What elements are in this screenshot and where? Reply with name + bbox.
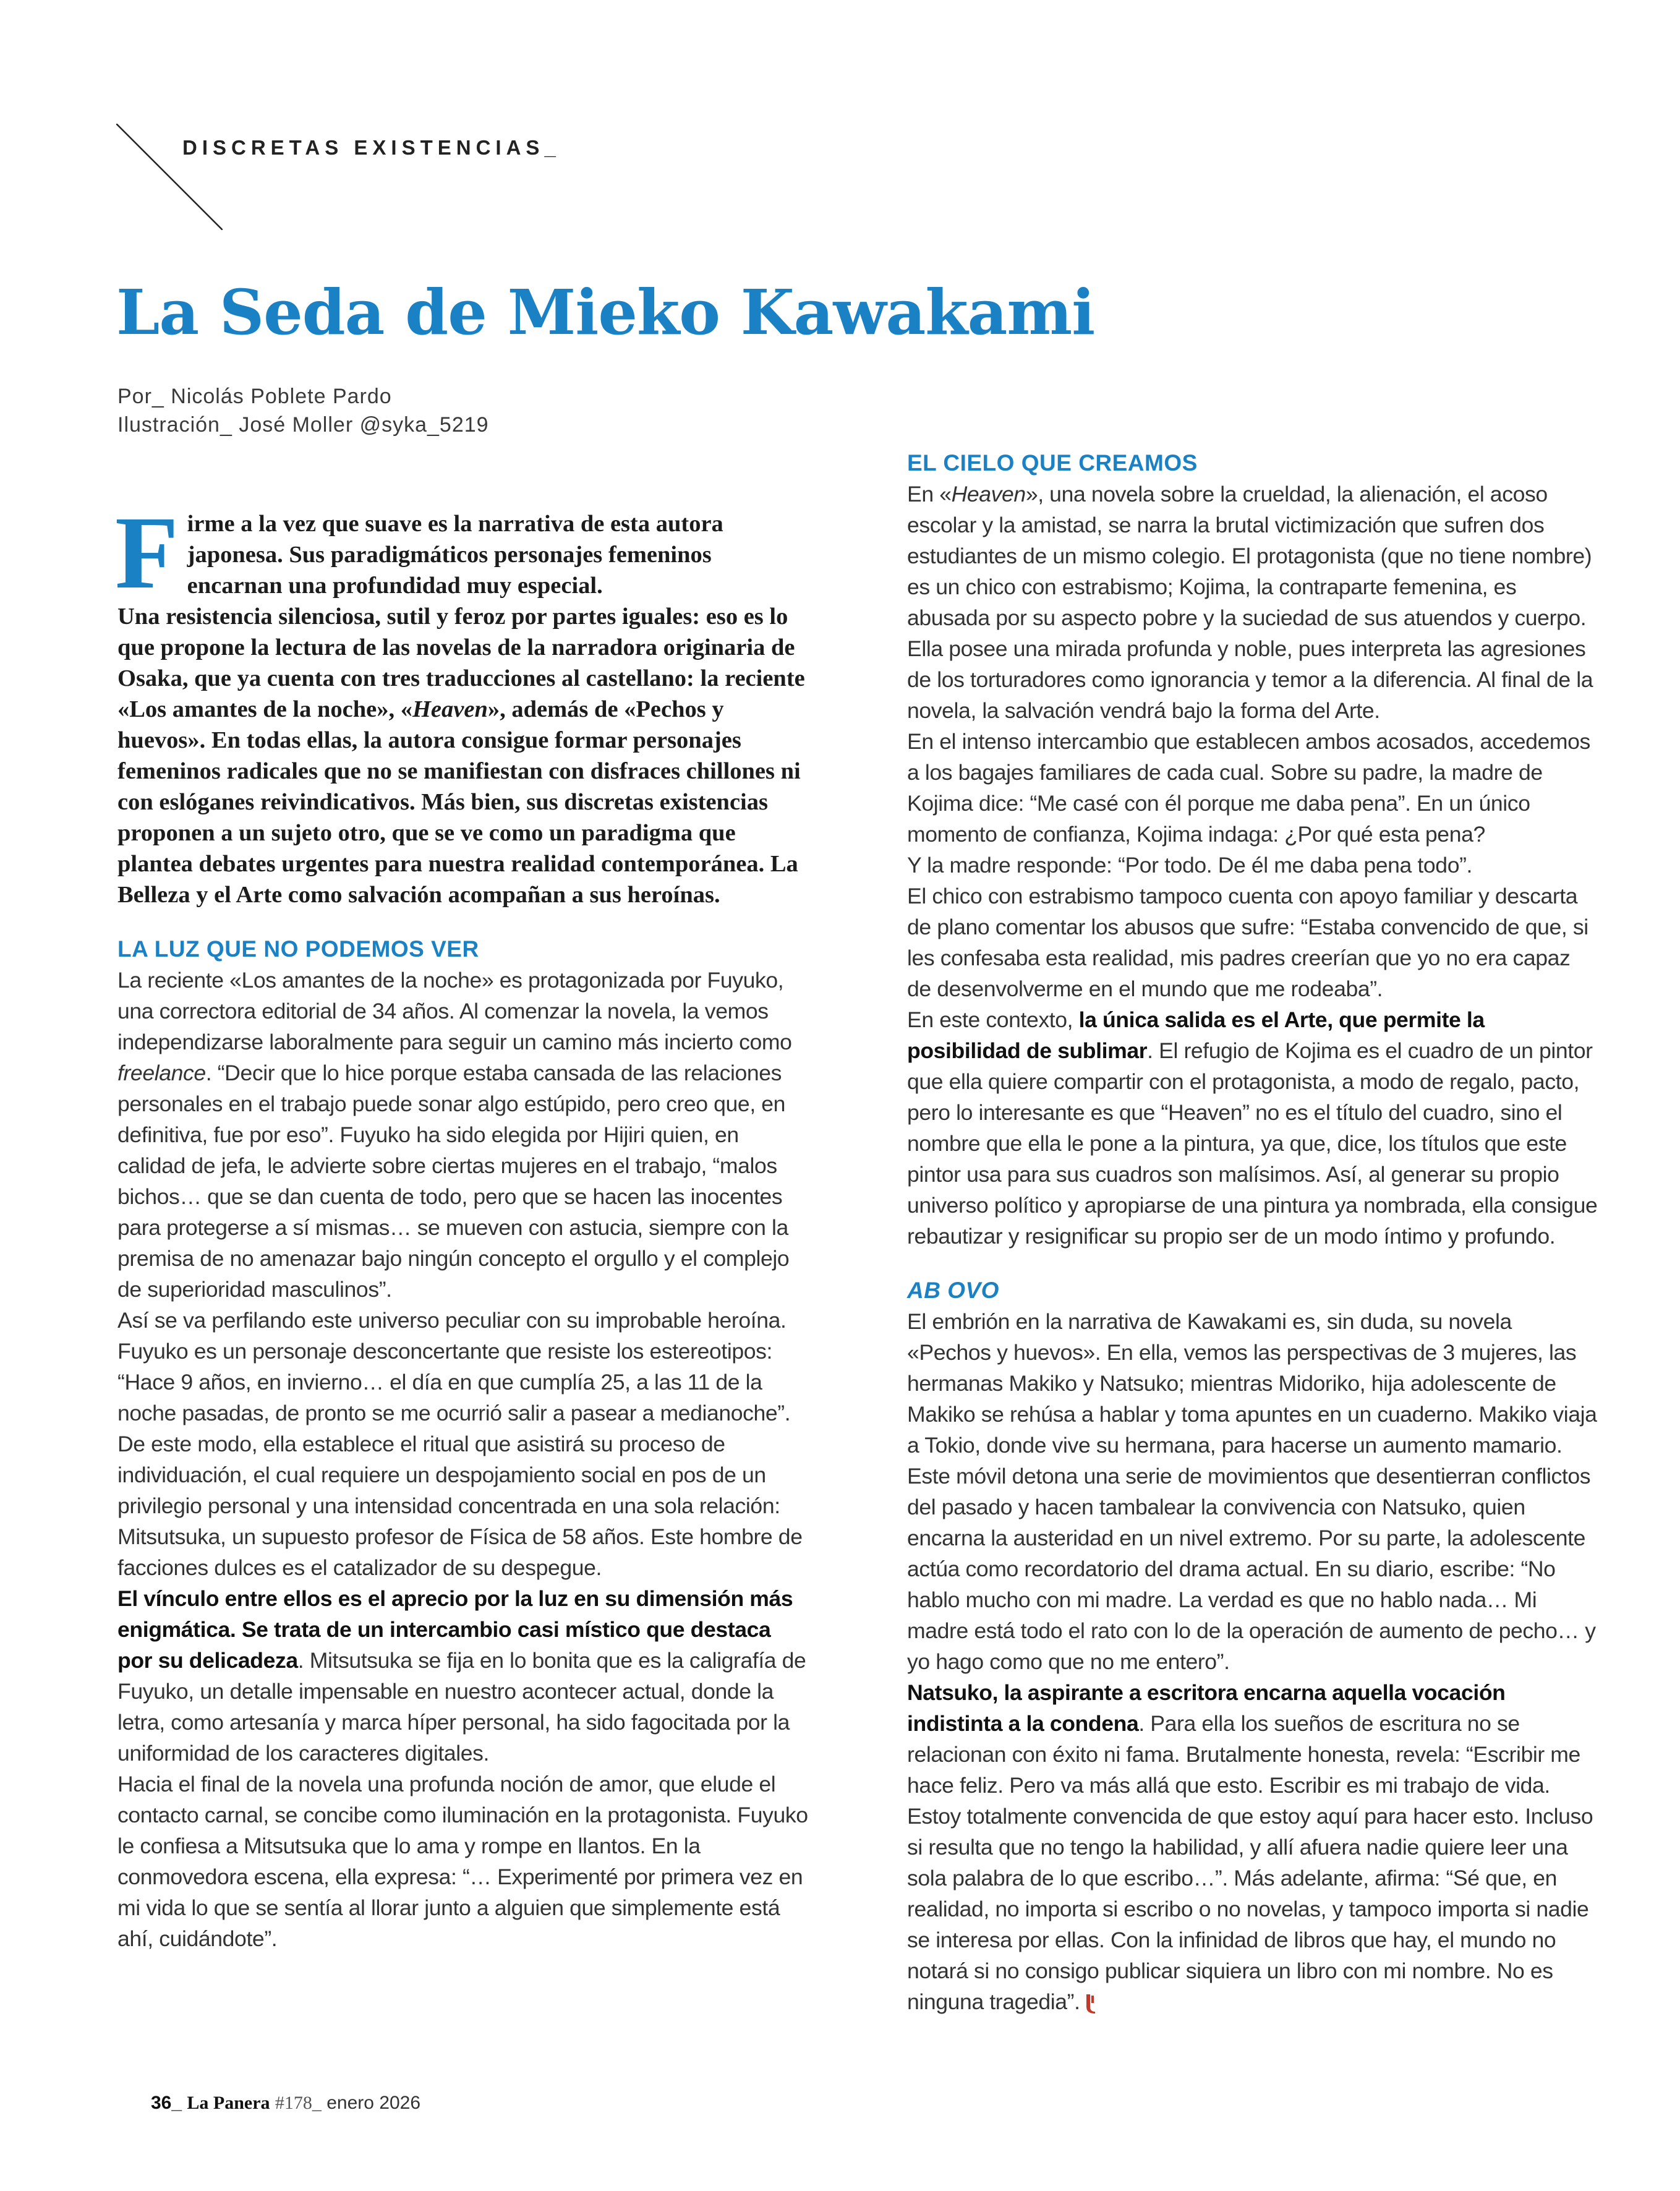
section-tag: DISCRETAS EXISTENCIAS_ [182,136,561,159]
body-paragraph: Y la madre responde: “Por todo. De él me daba pena todo”. [907,853,1473,878]
illustration-credit: Ilustración_ José Moller @syka_5219 [117,413,489,437]
body-paragraph: El vínculo entre ellos es el aprecio por la luz en su dimensión más enigmática. Se trata de un intercambio casi místico que destaca por su delicadeza. Mitsutsuka se fija en lo bonita que es la caligrafía de Fuyuko, un detalle impensable en nuestro acontecer actual, donde la letra, como artesanía y marca híper personal, ha sido fagocitada por la uniformidad de los caracteres digitales. [117,1586,806,1766]
body-paragraph: El embrión en la narrativa de Kawakami es, sin duda, su novela «Pechos y huevos». En ella, vemos las perspectivas de 3 mujeres, las hermanas Makiko y Natsuko; mientras Midoriko, hija adolescente de Makiko se rehúsa a hablar y toma apuntes en un cuaderno. Makiko viaja a Tokio, donde vive su hermana, para hacerse un aumento mamario. Este móvil detona una serie de movimientos que desentierran conflictos del pasado y hacen tambalear la convivencia con Natsuko, quien encarna la austeridad en un nivel extremo. Por su parte, la adolescente actúa como recordatorio del drama actual. En su diario, escribe: “No hablo mucho con mi madre. La verdad es que no hablo nada… Mi madre está todo el rato con lo de la operación de aumento de pecho… y yo hago como que no me entero”. [907,1309,1597,1674]
body-paragraph: Natsuko, la aspirante a escritora encarna aquella vocación indistinta a la condena. Para ella los sueños de escritura no se relacionan con éxito ni fama. Brutalmente honesta, revela: “Escribir me hace feliz. Pero va más allá que esto. Escribir es mi trabajo de vida. Estoy totalmente convencida de que estoy aquí para hacer esto. Incluso si resulta que no tengo la habilidad, y allí afuera nadie quiere leer una sola palabra de lo que escribo…”. Más adelante, afirma: “Sé que, en realidad, no importa si escribo o no novelas, y tampoco importa si nadie se interesa por ellas. Con la infinidad de libros que hay, el mundo no notará si no consigo publicar siquiera un libro con mi nombre. No es ninguna tragedia”. [907,1680,1593,2014]
body-paragraph: En el intenso intercambio que establecen ambos acosados, accedemos a los bagajes familiares de cada cual. Sobre su padre, la madre de Kojima dice: “Me casé con él porque me daba pena”. En un único momento de confianza, Kojima indaga: ¿Por qué esta pena? [907,729,1590,847]
highlight-text: Natsuko, la aspirante a escritora encarna aquella vocación indistinta a la condena [907,1680,1506,1736]
body-paragraph: Así se va perfilando este universo peculiar con su improbable heroína. Fuyuko es un personaje desconcertante que resiste los estereotipos: “Hace 9 años, en invierno… el día en que cumplía 25, a las 11 de la noche pasadas, de pronto se me ocurrió salir a pasear a medianoche”. De este modo, ella establece el ritual que asistirá su proceso de individuación, el cual requiere un despojamiento social en pos de un privilegio personal y una intensidad concentrada en una sola relación: Mitsutsuka, un supuesto profesor de Física de 58 años. Este hombre de facciones dulces es el catalizador de su despegue. [117,1308,803,1580]
magazine-name: La Panera [187,2093,270,2113]
body-paragraph: En «Heaven», una novela sobre la crueldad, la alienación, el acoso escolar y la amistad, se narra la brutal victimización que sufren dos estudiantes de un mismo colegio. El protagonista (que no tiene nombre) es un chico con estrabismo; Kojima, la contraparte femenina, es abusada por su aspecto pobre y la suciedad de sus atuendos y cuerpo. Ella posee una mirada profunda y noble, pues interpreta las agresiones de los torturadores como ignorancia y temor a la diferencia. Al final de la novela, la salvación vendrá bajo la forma del Arte. [907,482,1593,723]
body-paragraph: La reciente «Los amantes de la noche» es protagonizada por Fuyuko, una correctora editorial de 34 años. Al comenzar la novela, la vemos independizarse laboralmente para seguir un camino más incierto como freelance. “Decir que lo hice porque estaba cansada de las relaciones personales en el trabajo puede sonar algo estúpido, pero creo que, en definitiva, fue por eso”. Fuyuko ha sido elegida por Hijiri quien, en calidad de jefa, le advierte sobre ciertas mujeres en el trabajo, “malos bichos… que se dan cuenta de todo, pero que se hacen las inocentes para protegerse a sí mismas… se mueven con astucia, siempre con la premisa de no amenazar bajo ningún concepto el orgullo y el complejo de superioridad masculinos”. [117,968,792,1302]
end-mark-icon [1084,1993,1098,2014]
highlight-text: El vínculo entre ellos es el aprecio por la luz en su dimensión más enigmática. Se trata de un intercambio casi místico que destaca por su delicadeza [117,1586,793,1673]
issue-date: enero 2026 [326,2093,421,2113]
section-heading-ab-ovo: AB OVO [907,1278,999,1303]
issue-number: #178_ [275,2093,322,2113]
lead-paragraph-a: Una resistencia silenciosa, sutil y feroz por partes iguales: eso es lo que propone la lectura de las novelas de la narradora originaria de Osaka, que ya cuenta con tres traducciones al castellano: la reciente «Los amantes de la noche», « [117,604,805,722]
body-paragraph: En este contexto, la única salida es el Arte, que permite la posibilidad de sublimar. El refugio de Kojima es el cuadro de un pintor que ella quiere compartir con el protagonista, a modo de regalo, pacto, pero lo interesante es que “Heaven” no es el título del cuadro, sino el nombre que ella le pone a la pintura, ya que, dice, los títulos que este pintor usa para sus cuadros son malísimos. Así, al generar su propio universo político y apropiarse de una pintura ya nombrada, ella consigue rebautizar y resignificar su propio ser de un modo íntimo y profundo. [907,1007,1598,1249]
author-credit: Por_ Nicolás Poblete Pardo [117,385,392,408]
lead-heaven-title: Heaven [412,696,488,722]
freelance-term: freelance [117,1061,206,1085]
body-paragraph: El chico con estrabismo tampoco cuenta con apoyo familiar y descarta de plano comentar los abusos que sufre: “Estaba convencido de que, si les confesaba esta realidad, mis padres creerían que yo no era capaz de desenvolverme en el mundo que me rodeaba”. [907,884,1588,1001]
body-paragraph: Hacia el final de la novela una profunda noción de amor, que elude el contacto carnal, se concibe como iluminación en la protagonista. Fuyuko le confiesa a Mitsutsuka que lo ama y rompe en llantos. En la conmovedora escena, ella expresa: “… Experimenté por primera vez en mi vida lo que se sentía al llorar junto a alguien que simplemente está ahí, cuidándote”. [117,1772,808,1951]
lead-paragraph-b: », además de «Pechos y huevos». En todas ellas, la autora consigue formar personajes femeninos radicales que no se manifiestan con disfraces chillones ni con eslóganes reivindicativos. Más bien, sus discretas existencias proponen a un sujeto otro, que se ve como un paradigma que plantea debates urgentes para nuestra realidad contemporánea. La Belleza y el Arte como salvación acompañan a sus heroínas. [117,696,801,908]
left-column [115,495,810,1954]
page-number: 36_ [151,2093,182,2113]
heaven-title: Heaven [951,482,1026,506]
page-title: La Seda de Mieko Kawakami [116,276,1095,349]
section-heading-cielo: EL CIELO QUE CREAMOS [907,450,1198,476]
credits [117,382,489,439]
page-footer [151,2093,420,2114]
lead-intro [115,495,810,910]
highlight-text: la única salida es el Arte, que permite la posibilidad de sublimar [907,1007,1485,1063]
section-heading-luz: LA LUZ QUE NO PODEMOS VER [117,936,479,962]
lead-text: irme a la vez que suave es la narrativa de esta autora japonesa. Sus paradigmáticos personajes femeninos encarnan una profundidad muy especial. [187,511,723,599]
right-column [907,448,1600,2017]
drop-cap: F [115,495,179,610]
